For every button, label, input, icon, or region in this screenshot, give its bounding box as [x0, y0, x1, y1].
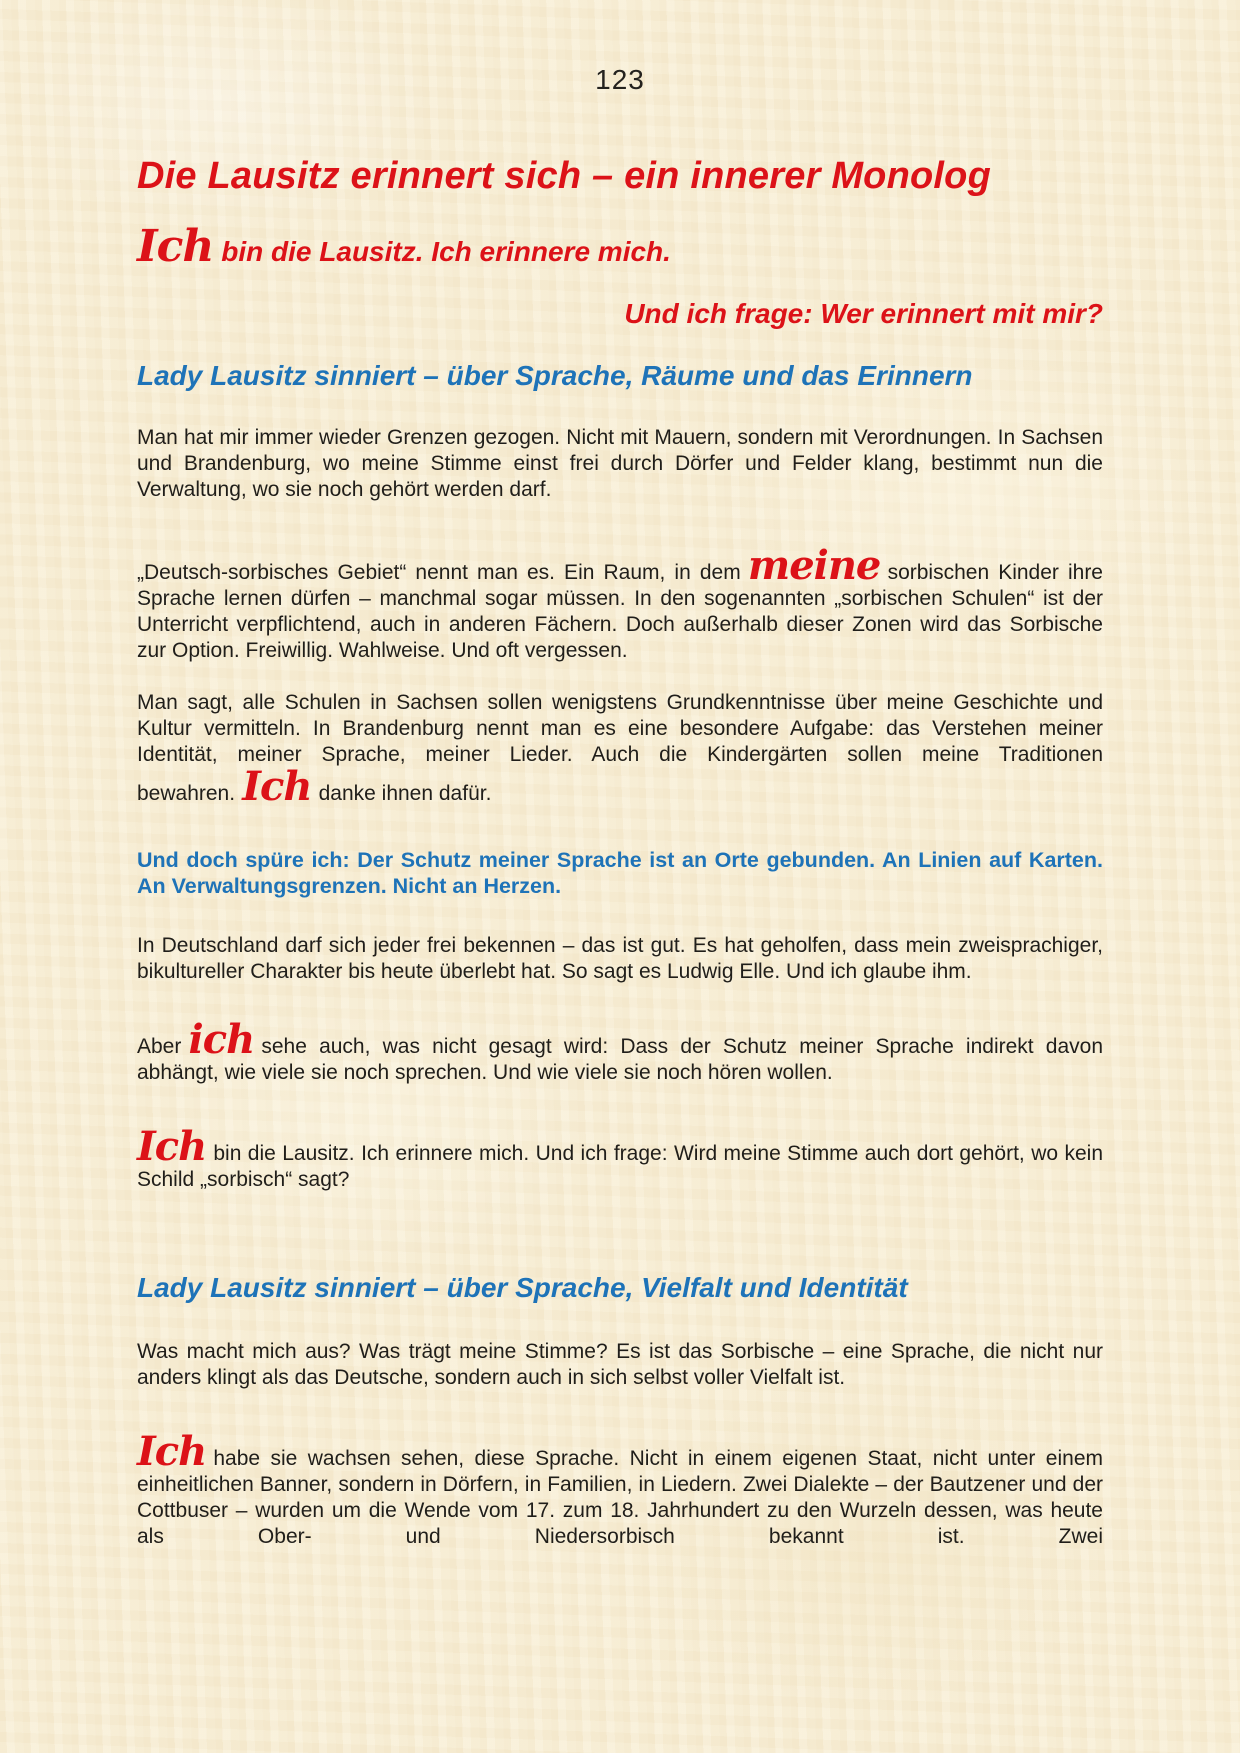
paragraph-lausitz-frage — [137, 1123, 1103, 1193]
paragraph-emphasis-schutz: Und doch spüre ich: Der Schutz meiner Sprache ist an Orte gebunden. An Linien auf Karten. An Verwaltungsgrenzen. Nicht an Herzen. — [137, 848, 1103, 898]
script-word-ich: Ich — [242, 763, 312, 810]
section-heading-vielfalt: Lady Lausitz sinniert – über Sprache, Vielfalt und Identität — [137, 1272, 908, 1303]
paragraph-text: danke ihnen dafür. — [318, 782, 492, 805]
script-word-ich: Ich — [137, 1428, 207, 1475]
paragraph-wachsen — [137, 1428, 1103, 1550]
script-word-ich: Ich — [137, 1123, 207, 1170]
section-heading-raeume: Lady Lausitz sinniert – über Sprache, Räume und das Erinnern — [137, 360, 973, 391]
paragraph-grenzen: Man hat mir immer wieder Grenzen gezogen. Nicht mit Mauern, sondern mit Verordnungen. In Sachsen und Brandenburg, wo meine Stimme einst frei durch Dörfer und Felder klang, bestimmt nun die Verwaltung, wo sie noch gehört werden darf. — [137, 426, 1103, 501]
paragraph-text: „Deutsch-sorbisches Gebiet“ nennt man es. Ein Raum, in dem — [137, 561, 741, 584]
paragraph-aber — [137, 1016, 1103, 1086]
page-number: 123 — [595, 64, 645, 95]
paragraph-schulen — [137, 690, 1103, 810]
paragraph-gebiet — [137, 542, 1103, 664]
paragraph-text: habe sie wachsen sehen, diese Sprache. Nicht in einem eigenen Staat, nicht unter einem einheitlichen Banner, sondern in Dörfern, in Familien, in Liedern. Zwei Dialekte – der Bautzener und der Cottbuser – wurden um die Wende vom 17. zum 18. Jahrhundert zu den Wurzeln dessen, was heute als Ober- und Niedersorbisch bekannt ist. Zwei — [137, 1447, 1103, 1548]
paragraph-sorbische: Was macht mich aus? Was trägt meine Stimme? Es ist das Sorbische – eine Sprache, die nicht nur anders klingt als das Deutsche, sondern auch in sich selbst voller Vielfalt ist. — [137, 1340, 1103, 1389]
paragraph-text: bin die Lausitz. Ich erinnere mich. Und ich frage: Wird meine Stimme auch dort gehört, wo kein Schild „sorbisch“ sagt? — [137, 1142, 1103, 1191]
script-word-ich: Ich — [137, 221, 214, 272]
intro-text: bin die Lausitz. Ich erinnere mich. — [221, 236, 671, 267]
paragraph-text: Aber — [137, 1035, 182, 1058]
script-word-meine: meine — [747, 542, 881, 589]
intro-line — [137, 221, 1103, 272]
page-title: Die Lausitz erinnert sich – ein innerer Monolog — [137, 155, 991, 197]
paragraph-text: Man sagt, alle Schulen in Sachsen sollen wenigstens Grundkenntnisse über meine Geschichte und Kultur vermitteln. In Brandenburg nennt man es eine besondere Aufgabe: das Verstehen meiner Identität, meiner Sprache, meiner Lieder. Auch die Kindergärten sollen meine Traditionen bewahren. — [137, 691, 1103, 805]
question-line: Und ich frage: Wer erinnert mit mir? — [624, 298, 1103, 329]
paragraph-text: sehe auch, was nicht gesagt wird: Dass der Schutz meiner Sprache indirekt davon abhängt, wie viele sie noch sprechen. Und wie viele sie noch hören wollen. — [137, 1035, 1103, 1084]
script-word-ich: ich — [188, 1016, 255, 1063]
paragraph-deutschland: In Deutschland darf sich jeder frei bekennen – das ist gut. Es hat geholfen, dass mein zweisprachiger, bikultureller Charakter bis heute überlebt hat. So sagt es Ludwig Elle. Und ich glaube ihm. — [137, 934, 1103, 983]
paragraph-text: sorbischen Kinder ihre Sprache lernen dürfen – manchmal sogar müssen. In den sogenannten „sorbischen Schulen“ ist der Unterricht verpflichtend, auch in anderen Fächern. Doch außerhalb dieser Zonen wird das Sorbische zur Option. Freiwillig. Wahlweise. Und oft vergessen. — [137, 561, 1103, 662]
